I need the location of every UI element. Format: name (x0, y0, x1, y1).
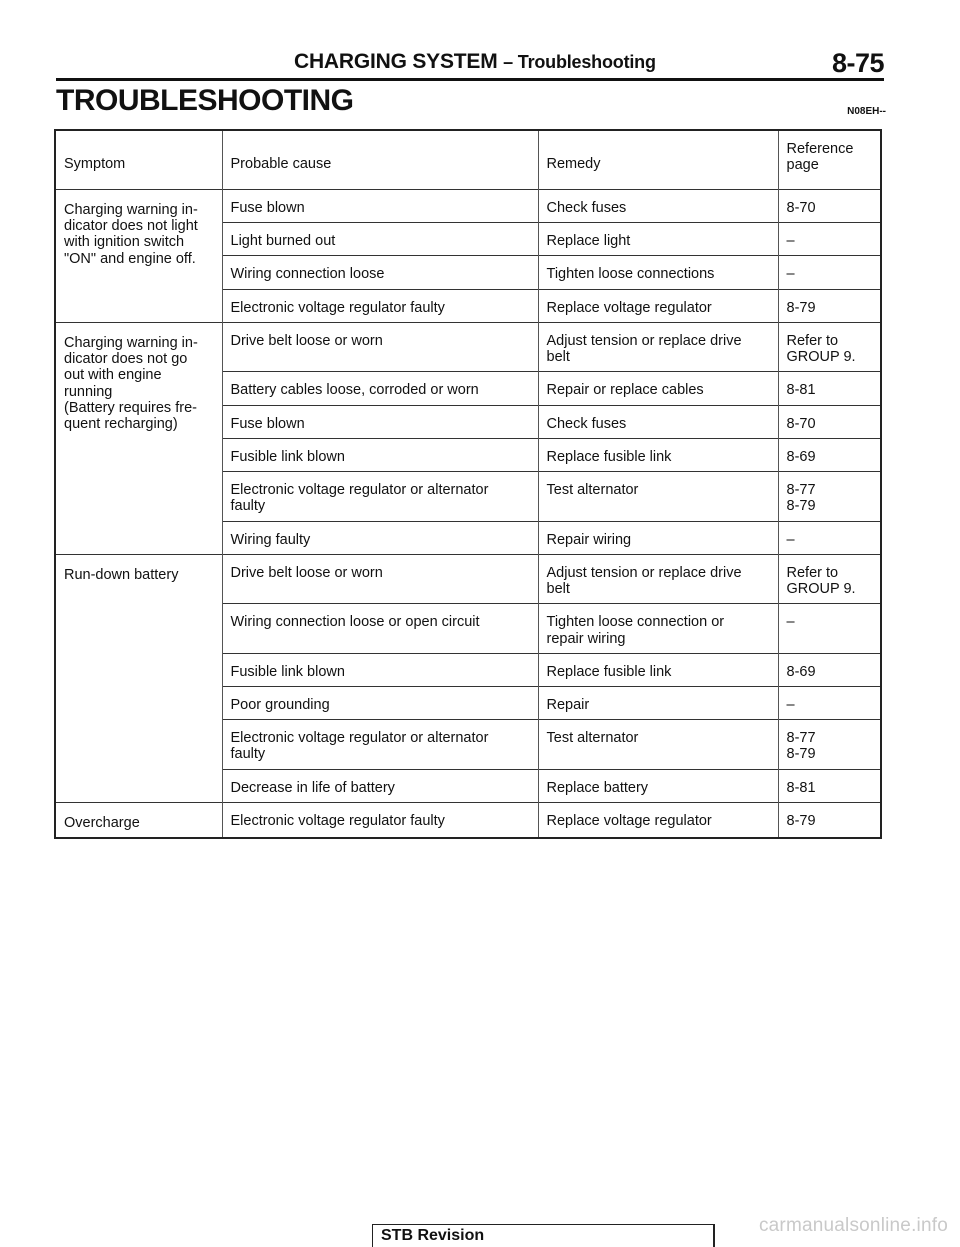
remedy-cell: Tighten loose connection or repair wiring (538, 604, 778, 653)
table-row (55, 190, 881, 223)
remedy-cell: Replace voltage regulator (538, 802, 778, 838)
column-header-probable-cause: Probable cause (222, 130, 538, 190)
remedy-cell: Check fuses (538, 190, 778, 223)
column-header-remedy: Remedy (538, 130, 778, 190)
reference-cell: 8-79 (778, 802, 881, 838)
remedy-cell: Replace fusible link (538, 653, 778, 686)
reference-cell: 8-77 8-79 (778, 720, 881, 769)
reference-cell: 8-79 (778, 289, 881, 322)
reference-cell: 8-69 (778, 653, 881, 686)
reference-cell: Refer to GROUP 9. (778, 554, 881, 603)
table-row (55, 322, 881, 371)
remedy-cell: Tighten loose connections (538, 256, 778, 289)
probable-cause-cell: Fuse blown (222, 190, 538, 223)
reference-cell: 8-70 (778, 405, 881, 438)
symptom-cell: Run-down battery (55, 554, 222, 802)
revision-label: STB Revision (381, 1227, 485, 1244)
remedy-cell: Check fuses (538, 405, 778, 438)
page-title: TROUBLESHOOTING (56, 84, 354, 117)
symptom-cell: Charging warning in- dicator does not go out with engine running (Battery requires fre- quent recharging) (55, 322, 222, 554)
probable-cause-cell: Fusible link blown (222, 438, 538, 471)
probable-cause-cell: Wiring connection loose (222, 256, 538, 289)
running-header (56, 48, 884, 81)
probable-cause-cell: Electronic voltage regulator or alternator faulty (222, 720, 538, 769)
symptom-cell: Charging warning in- dicator does not light with ignition switch "ON" and engine off. (55, 190, 222, 323)
probable-cause-cell: Wiring faulty (222, 521, 538, 554)
remedy-cell: Replace light (538, 223, 778, 256)
probable-cause-cell: Fuse blown (222, 405, 538, 438)
column-header-reference-page: Reference page (778, 130, 881, 190)
section-title: CHARGING SYSTEM – Troubleshooting (294, 50, 656, 73)
remedy-cell: Test alternator (538, 472, 778, 521)
revision-footer (372, 1224, 715, 1247)
probable-cause-cell: Electronic voltage regulator or alternator faulty (222, 472, 538, 521)
reference-cell: 8-77 8-79 (778, 472, 881, 521)
table-header-row (55, 130, 881, 190)
probable-cause-cell: Drive belt loose or worn (222, 322, 538, 371)
remedy-cell: Repair wiring (538, 521, 778, 554)
reference-cell: – (778, 223, 881, 256)
reference-cell: – (778, 256, 881, 289)
probable-cause-cell: Decrease in life of battery (222, 769, 538, 802)
probable-cause-cell: Electronic voltage regulator faulty (222, 289, 538, 322)
reference-cell: 8-81 (778, 769, 881, 802)
reference-cell: 8-70 (778, 190, 881, 223)
troubleshooting-table (54, 129, 882, 839)
remedy-cell: Repair (538, 686, 778, 719)
remedy-cell: Replace battery (538, 769, 778, 802)
reference-cell: – (778, 686, 881, 719)
reference-cell: – (778, 521, 881, 554)
reference-cell: 8-81 (778, 372, 881, 405)
table-row (55, 802, 881, 838)
reference-cell: – (778, 604, 881, 653)
probable-cause-cell: Poor grounding (222, 686, 538, 719)
page-number: 8-75 (831, 48, 884, 78)
remedy-cell: Repair or replace cables (538, 372, 778, 405)
remedy-cell: Adjust tension or replace drive belt (538, 322, 778, 371)
document-code: N08EH-- (847, 106, 886, 117)
reference-cell: 8-69 (778, 438, 881, 471)
table-row (55, 554, 881, 603)
remedy-cell: Test alternator (538, 720, 778, 769)
reference-cell: Refer to GROUP 9. (778, 322, 881, 371)
remedy-cell: Replace fusible link (538, 438, 778, 471)
column-header-symptom: Symptom (55, 130, 222, 190)
probable-cause-cell: Wiring connection loose or open circuit (222, 604, 538, 653)
remedy-cell: Adjust tension or replace drive belt (538, 554, 778, 603)
probable-cause-cell: Electronic voltage regulator faulty (222, 802, 538, 838)
watermark: carmanualsonline.info (758, 1215, 948, 1236)
symptom-cell: Overcharge (55, 802, 222, 838)
remedy-cell: Replace voltage regulator (538, 289, 778, 322)
probable-cause-cell: Drive belt loose or worn (222, 554, 538, 603)
probable-cause-cell: Light burned out (222, 223, 538, 256)
probable-cause-cell: Battery cables loose, corroded or worn (222, 372, 538, 405)
table-body (55, 190, 881, 839)
probable-cause-cell: Fusible link blown (222, 653, 538, 686)
